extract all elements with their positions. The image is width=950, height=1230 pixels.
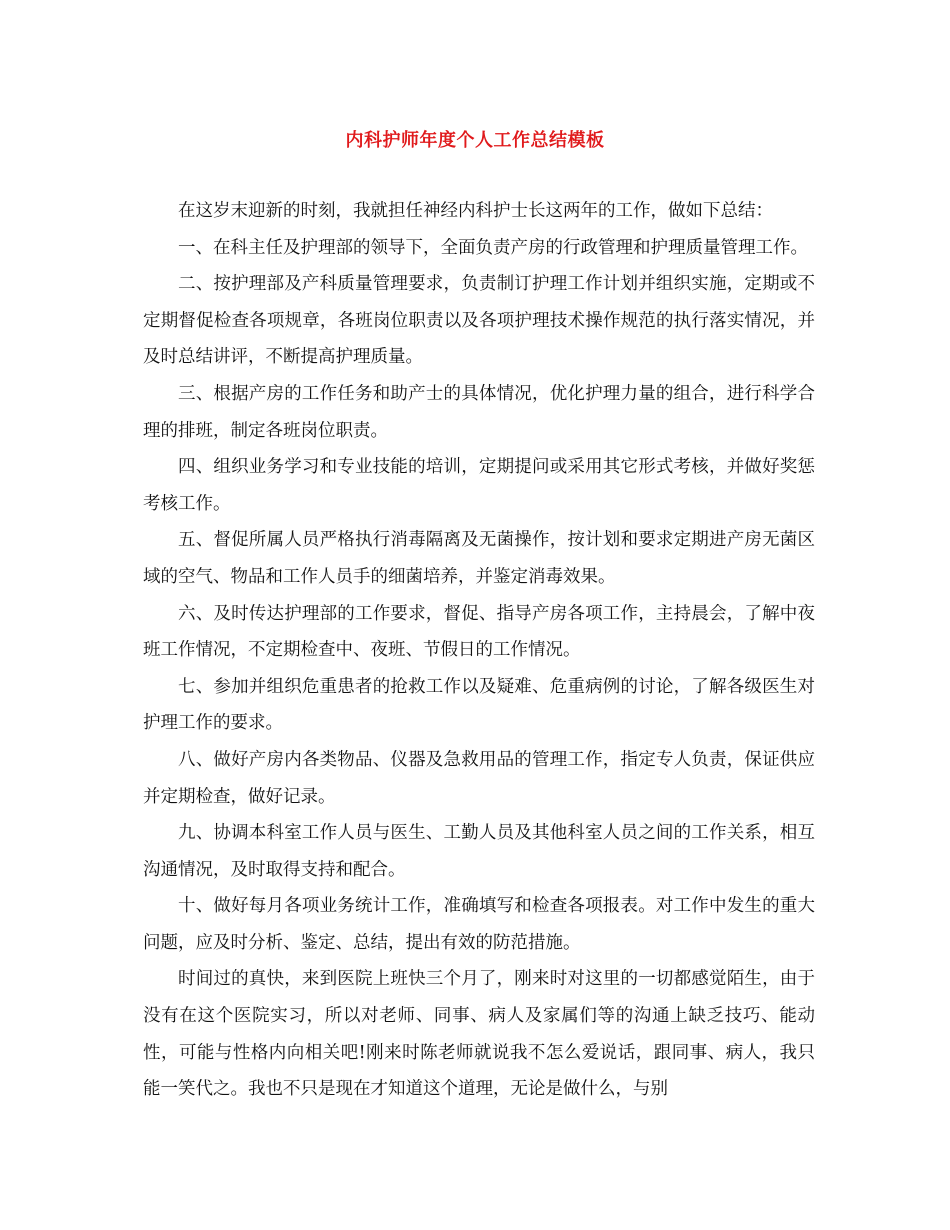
paragraph-reflection: 时间过的真快，来到医院上班快三个月了，刚来时对这里的一切都感觉陌生，由于没有在这个医院实习，所以对老师、同事、病人及家属们等的沟通上缺乏技巧、能动性，可能与性格内向相关吧!刚来时陈老师就说我不怎么爱说话，跟同事、病人，我只能一笑代之。我也不只是现在才知道这个道理，无论是做什么，与别	[143, 969, 815, 1100]
paragraph-item-10: 十、做好每月各项业务统计工作，准确填写和检查各项报表。对工作中发生的重大问题，应及时分析、鉴定、总结，提出有效的防范措施。	[143, 896, 815, 953]
paragraph-intro: 在这岁末迎新的时刻，我就担任神经内科护士长这两年的工作，做如下总结：	[178, 201, 773, 221]
paragraph-item-8: 八、做好产房内各类物品、仪器及急救用品的管理工作，指定专人负责，保证供应并定期检查，做好记录。	[143, 749, 815, 807]
paragraph-item-5: 五、督促所属人员严格执行消毒隔离及无菌操作，按计划和要求定期进产房无菌区域的空气、物品和工作人员手的细菌培养，并鉴定消毒效果。	[143, 530, 815, 587]
paragraph-item-9: 九、协调本科室工作人员与医生、工勤人员及其他科室人员之间的工作关系，相互沟通情况，及时取得支持和配合。	[143, 823, 815, 880]
document-title: 内科护师年度个人工作总结模板	[345, 130, 605, 151]
document-body	[143, 193, 815, 1108]
paragraph-item-2: 二、按护理部及产科质量管理要求，负责制订护理工作计划并组织实施，定期或不定期督促检查各项规章，各班岗位职责以及各项护理技术操作规范的执行落实情况，并及时总结讲评，不断提高护理质量。	[143, 274, 815, 368]
paragraph-item-4: 四、组织业务学习和专业技能的培训，定期提问或采用其它形式考核，并做好奖惩考核工作。	[143, 457, 815, 514]
paragraph-item-7: 七、参加并组织危重患者的抢救工作以及疑难、危重病例的讨论，了解各级医生对护理工作的要求。	[143, 676, 815, 734]
paragraph-item-1: 一、在科主任及护理部的领导下，全面负责产房的行政管理和护理质量管理工作。	[178, 237, 808, 258]
paragraph-item-6: 六、及时传达护理部的工作要求，督促、指导产房各项工作，主持晨会，了解中夜班工作情况，不定期检查中、夜班、节假日的工作情况。	[143, 603, 815, 661]
paragraph-item-3: 三、根据产房的工作任务和助产士的具体情况，优化护理力量的组合，进行科学合理的排班，制定各班岗位职责。	[143, 383, 815, 441]
